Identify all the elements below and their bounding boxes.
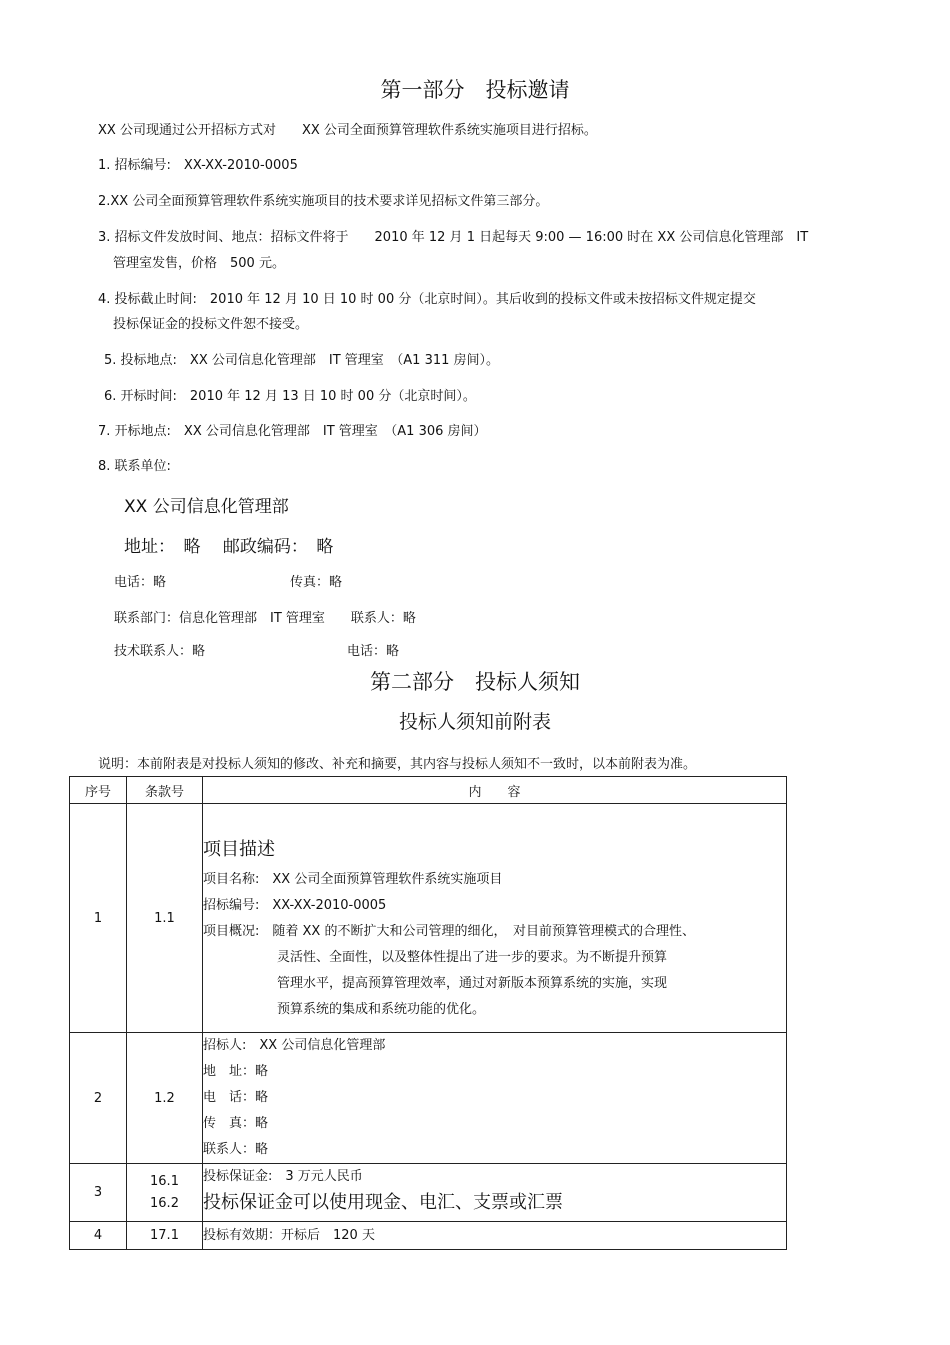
bid-bond: 投标保证金: 3 万元人民币 [203, 1168, 363, 1184]
part1-title: 第一部分 投标邀请 [380, 78, 570, 102]
table-row [70, 1164, 787, 1222]
item-8: 8. 联系单位: [98, 459, 171, 474]
header-content: 内 容 [203, 777, 787, 804]
tech-phone: 电话：略 [347, 644, 400, 659]
contact-address: 地址： 略 邮政编码： 略 [124, 537, 334, 557]
tenderer-contact: 联系人：略 [203, 1142, 269, 1157]
project-overview: 项目概况: 随着 XX 的不断扩大和公司管理的细化， 对目前预算管理模式的合理性、 [203, 924, 695, 939]
tenderer-address: 地 址：略 [203, 1064, 269, 1079]
item-1: 1. 招标编号: XX-XX-2010-0005 [98, 158, 298, 173]
table-header-row [70, 777, 787, 804]
row2-no: 2 [70, 1033, 127, 1164]
bid-validity: 投标有效期：开标后 120 天 [203, 1227, 375, 1243]
row3-no: 3 [70, 1164, 127, 1222]
table-row [70, 1222, 787, 1250]
header-clause: 条款号 [127, 777, 203, 804]
appendix-table [69, 776, 787, 1250]
table-row [70, 804, 787, 1033]
contact-fax: 传真：略 [290, 575, 343, 590]
item-3-cont: 管理室发售，价格 500 元。 [113, 256, 285, 271]
tenderer-phone: 电 话：略 [203, 1090, 269, 1105]
table-row [70, 1033, 787, 1164]
project-name: 项目名称: XX 公司全面预算管理软件系统实施项目 [203, 872, 503, 887]
item-2: 2.XX 公司全面预算管理软件系统实施项目的技术要求详见招标文件第三部分。 [98, 194, 549, 209]
intro-text: XX 公司现通过公开招标方式对 XX 公司全面预算管理软件系统实施项目进行招标。 [98, 123, 597, 138]
item-5: 5. 投标地点: XX 公司信息化管理部 IT 管理室 （A1 311 房间）。 [104, 353, 500, 368]
contact-org: XX 公司信息化管理部 [124, 497, 289, 517]
row3-content [203, 1164, 787, 1222]
appendix-subtitle: 投标人须知前附表 [398, 711, 551, 733]
project-desc-heading: 项目描述 [203, 839, 275, 860]
row1-no: 1 [70, 804, 127, 1033]
appendix-note: 说明：本前附表是对投标人须知的修改、补充和摘要，其内容与投标人须知不一致时，以本前附表为准。 [98, 757, 697, 772]
item-3: 3. 招标文件发放时间、地点：招标文件将于 2010 年 12 月 1 日起每天 9:00 — 16:00 时在 XX 公司信息化管理部 IT [98, 230, 809, 245]
item-7: 7. 开标地点: XX 公司信息化管理部 IT 管理室 （A1 306 房间） [98, 424, 487, 439]
row3-clause-a: 16.1 [150, 1173, 179, 1189]
row3-clauses [127, 1164, 203, 1222]
bid-bond-methods: 投标保证金可以使用现金、电汇、支票或汇票 [203, 1191, 563, 1213]
project-overview-2: 灵活性、全面性，以及整体性提出了进一步的要求。为不断提升预算 [277, 950, 668, 965]
item-4-cont: 投标保证金的投标文件恕不接受。 [113, 317, 309, 332]
item-4: 4. 投标截止时间: 2010 年 12 月 10 日 10 时 00 分（北京时间）。其后收到的投标文件或未按招标文件规定提交 [98, 292, 756, 307]
tenderer: 招标人: XX 公司信息化管理部 [203, 1038, 386, 1053]
item-6: 6. 开标时间: 2010 年 12 月 13 日 10 时 00 分（北京时间）。 [104, 389, 476, 404]
row4-no: 4 [70, 1222, 127, 1250]
project-code: 招标编号: XX-XX-2010-0005 [203, 898, 387, 913]
row1-clause: 1.1 [127, 804, 203, 1033]
row1-content [203, 804, 787, 1033]
contact-phone: 电话：略 [114, 575, 167, 590]
header-seq: 序号 [70, 777, 127, 804]
row4-content [203, 1222, 787, 1250]
tenderer-fax: 传 真：略 [203, 1116, 269, 1131]
project-overview-3: 管理水平，提高预算管理效率，通过对新版本预算系统的实施，实现 [277, 976, 668, 991]
row4-clause: 17.1 [127, 1222, 203, 1250]
row2-content [203, 1033, 787, 1164]
row2-clause: 1.2 [127, 1033, 203, 1164]
tech-contact: 技术联系人：略 [114, 644, 206, 659]
row3-clause-b: 16.2 [150, 1195, 179, 1211]
part2-title: 第二部分 投标人须知 [370, 670, 580, 694]
project-overview-4: 预算系统的集成和系统功能的优化。 [277, 1002, 486, 1017]
contact-dept: 联系部门：信息化管理部 IT 管理室 联系人：略 [114, 611, 416, 626]
